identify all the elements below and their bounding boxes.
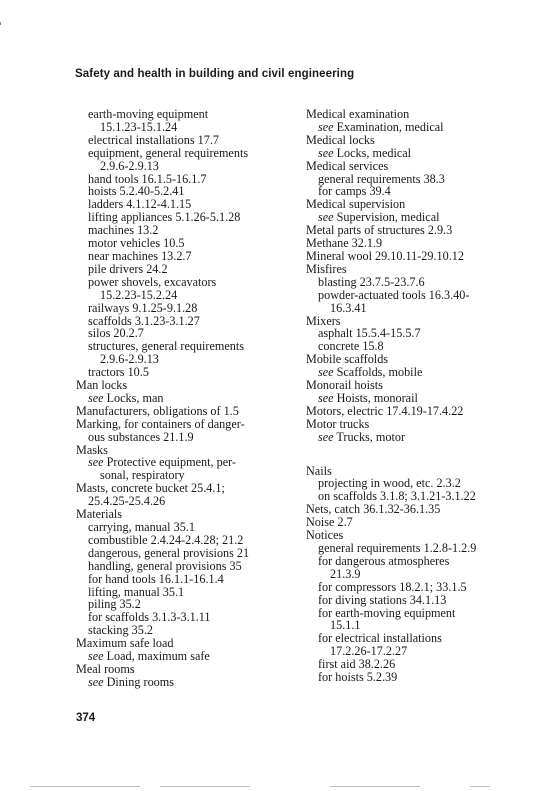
see-reference-label: see [318,119,334,134]
see-reference-label: see [318,429,334,444]
see-reference-label: see [88,390,104,405]
entry-text: concrete 15.8 [318,339,384,354]
entry-text: general requirements 1.2.8-1.2.9 [318,541,477,555]
entry-text: Motors, electric 17.4.19-17.4.22 [306,403,464,418]
entry-text: 15.1.23-15.1.24 [100,119,178,134]
entry-text: Dining rooms [103,674,174,689]
entry-text: Misfires [306,261,347,276]
entry-text: for earth-moving equipment [318,605,456,620]
entry-text: ous substances 21.1.9 [88,429,194,444]
entry-text: for camps 39.4 [318,184,391,199]
entry-text: tractors 10.5 [88,365,149,380]
entry-text: Notices [306,528,344,543]
scan-edge-line [330,786,420,787]
entry-text: structures, general requirements [88,339,245,354]
entry-text: Maximum safe load [76,636,174,651]
scan-edge-line [30,786,140,787]
entry-text: hoists 5.2.40-5.2.41 [88,184,185,199]
entry-text: for hand tools 16.1.1-16.1.4 [88,571,224,586]
entry-text: projecting in wood, etc. 2.3.2 [318,476,461,491]
entry-text: 21.3.9 [330,566,361,581]
entry-text: handling, general provisions 35 [88,558,242,573]
entry-text: silos 20.2.7 [88,326,144,341]
entry-text: Metal parts of structures 2.9.3 [306,223,453,238]
entry-text: Materials [76,507,123,522]
entry-text: combustible 2.4.24-2.4.28; 21.2 [88,532,244,547]
entry-text: 2.9.6-2.9.13 [100,352,159,367]
entry-text: Examination, medical [333,119,444,134]
index-subentry [306,671,506,684]
entry-text: Monorail hoists [306,378,383,393]
entry-text: Masks [76,442,108,457]
entry-text: Man locks [76,378,128,393]
see-reference-label: see [318,390,334,405]
entry-text: lifting, manual 35.1 [88,584,185,599]
entry-text: general requirements 38.3 [318,171,445,186]
entry-text: Trucks, motor [333,429,406,444]
entry-text: scaffolds 3.1.23-3.1.27 [88,313,200,328]
entry-text: asphalt 15.5.4-15.5.7 [318,326,421,341]
entry-text: sonal, respiratory [100,468,185,483]
entry-text: 15.2.23-15.2.24 [100,287,178,302]
entry-text: for scaffolds 3.1.3-3.1.11 [88,610,211,625]
entry-text: first aid 38.2.26 [318,657,396,672]
entry-text: Supervision, medical [333,210,440,225]
entry-text: Hoists, monorail [333,390,418,405]
entry-text: piling 35.2 [88,597,141,612]
entry-text: hand tools 16.1.5-16.1.7 [88,171,207,186]
entry-text: near machines 13.2.7 [88,248,192,263]
entry-text: Methane 32.1.9 [306,236,383,251]
entry-text: Motor trucks [306,416,370,431]
see-reference-label: see [88,649,104,664]
entry-text: 2.9.6-2.9.13 [100,158,159,173]
entry-text: railways 9.1.25-9.1.28 [88,300,198,315]
entry-text: 15.1.1 [330,618,361,633]
entry-text: 16.3.41 [330,300,367,315]
entry-text: powder-actuated tools 16.3.40- [318,287,470,302]
entry-text: machines 13.2 [88,223,159,238]
entry-text: earth-moving equipment [88,107,209,121]
entry-text: motor vehicles 10.5 [88,236,185,251]
entry-text: 17.2.26-17.2.27 [330,644,408,659]
entry-text: Medical services [306,158,389,173]
entry-text: electrical installations 17.7 [88,132,219,147]
entry-text: Medical locks [306,132,375,147]
entry-text: blasting 23.7.5-23.7.6 [318,274,425,289]
entry-text: Protective equipment, per- [103,455,236,470]
entry-text: Mixers [306,313,341,328]
entry-text: for diving stations 34.1.13 [318,592,447,607]
entry-text: Masts, concrete bucket 25.4.1; [76,481,225,496]
index-column-right [306,108,506,684]
entry-text: Locks, man [103,390,164,405]
index-subentry [306,431,506,444]
see-reference-label: see [318,210,334,225]
see-reference-label: see [318,365,334,380]
entry-text: Mineral wool 29.10.11-29.10.12 [306,248,464,263]
scan-edge-line [160,786,250,787]
entry-text: Marking, for containers of danger- [76,416,245,431]
entry-text: stacking 35.2 [88,623,153,638]
entry-text: Load, maximum safe [103,649,210,664]
see-reference-label: see [318,145,334,160]
entry-text: pile drivers 24.2 [88,261,168,276]
entry-text: carrying, manual 35.1 [88,520,195,534]
entry-text: equipment, general requirements [88,145,249,160]
entry-text: for dangerous atmospheres [318,553,450,568]
page-number: 374 [76,712,96,724]
running-header: Safety and health in building and civil engineering [75,68,355,80]
scan-edge-line [470,786,490,787]
entry-text: 25.4.25-25.4.26 [88,494,166,509]
entry-text: Medical supervision [306,197,406,212]
entry-text: Nails [306,463,332,478]
entry-text: for electrical installations [318,631,442,646]
entry-text: ladders 4.1.12-4.1.15 [88,197,192,212]
entry-text: dangerous, general provisions 21 [88,545,250,560]
section-gap [306,444,506,465]
index-subentry [76,676,272,689]
entry-text: Noise 2.7 [306,515,353,530]
index-column-left [76,108,272,689]
entry-text: Scaffolds, mobile [333,365,423,380]
entry-text: Manufacturers, obligations of 1.5 [76,403,239,418]
entry-text: for compressors 18.2.1; 33.1.5 [318,579,467,594]
entry-text: lifting appliances 5.1.26-5.1.28 [88,210,241,225]
see-reference-label: see [88,674,104,689]
see-reference-label: see [88,455,104,470]
scan-mark [0,22,1,25]
entry-text: Medical examination [306,107,410,121]
entry-text: Nets, catch 36.1.32-36.1.35 [306,502,441,517]
entry-text: for hoists 5.2.39 [318,670,398,685]
entry-text: on scaffolds 3.1.8; 3.1.21-3.1.22 [318,489,476,504]
entry-text: Meal rooms [76,661,135,676]
entry-text: power shovels, excavators [88,274,217,289]
entry-text: Mobile scaffolds [306,352,389,367]
entry-text: Locks, medical [333,145,412,160]
